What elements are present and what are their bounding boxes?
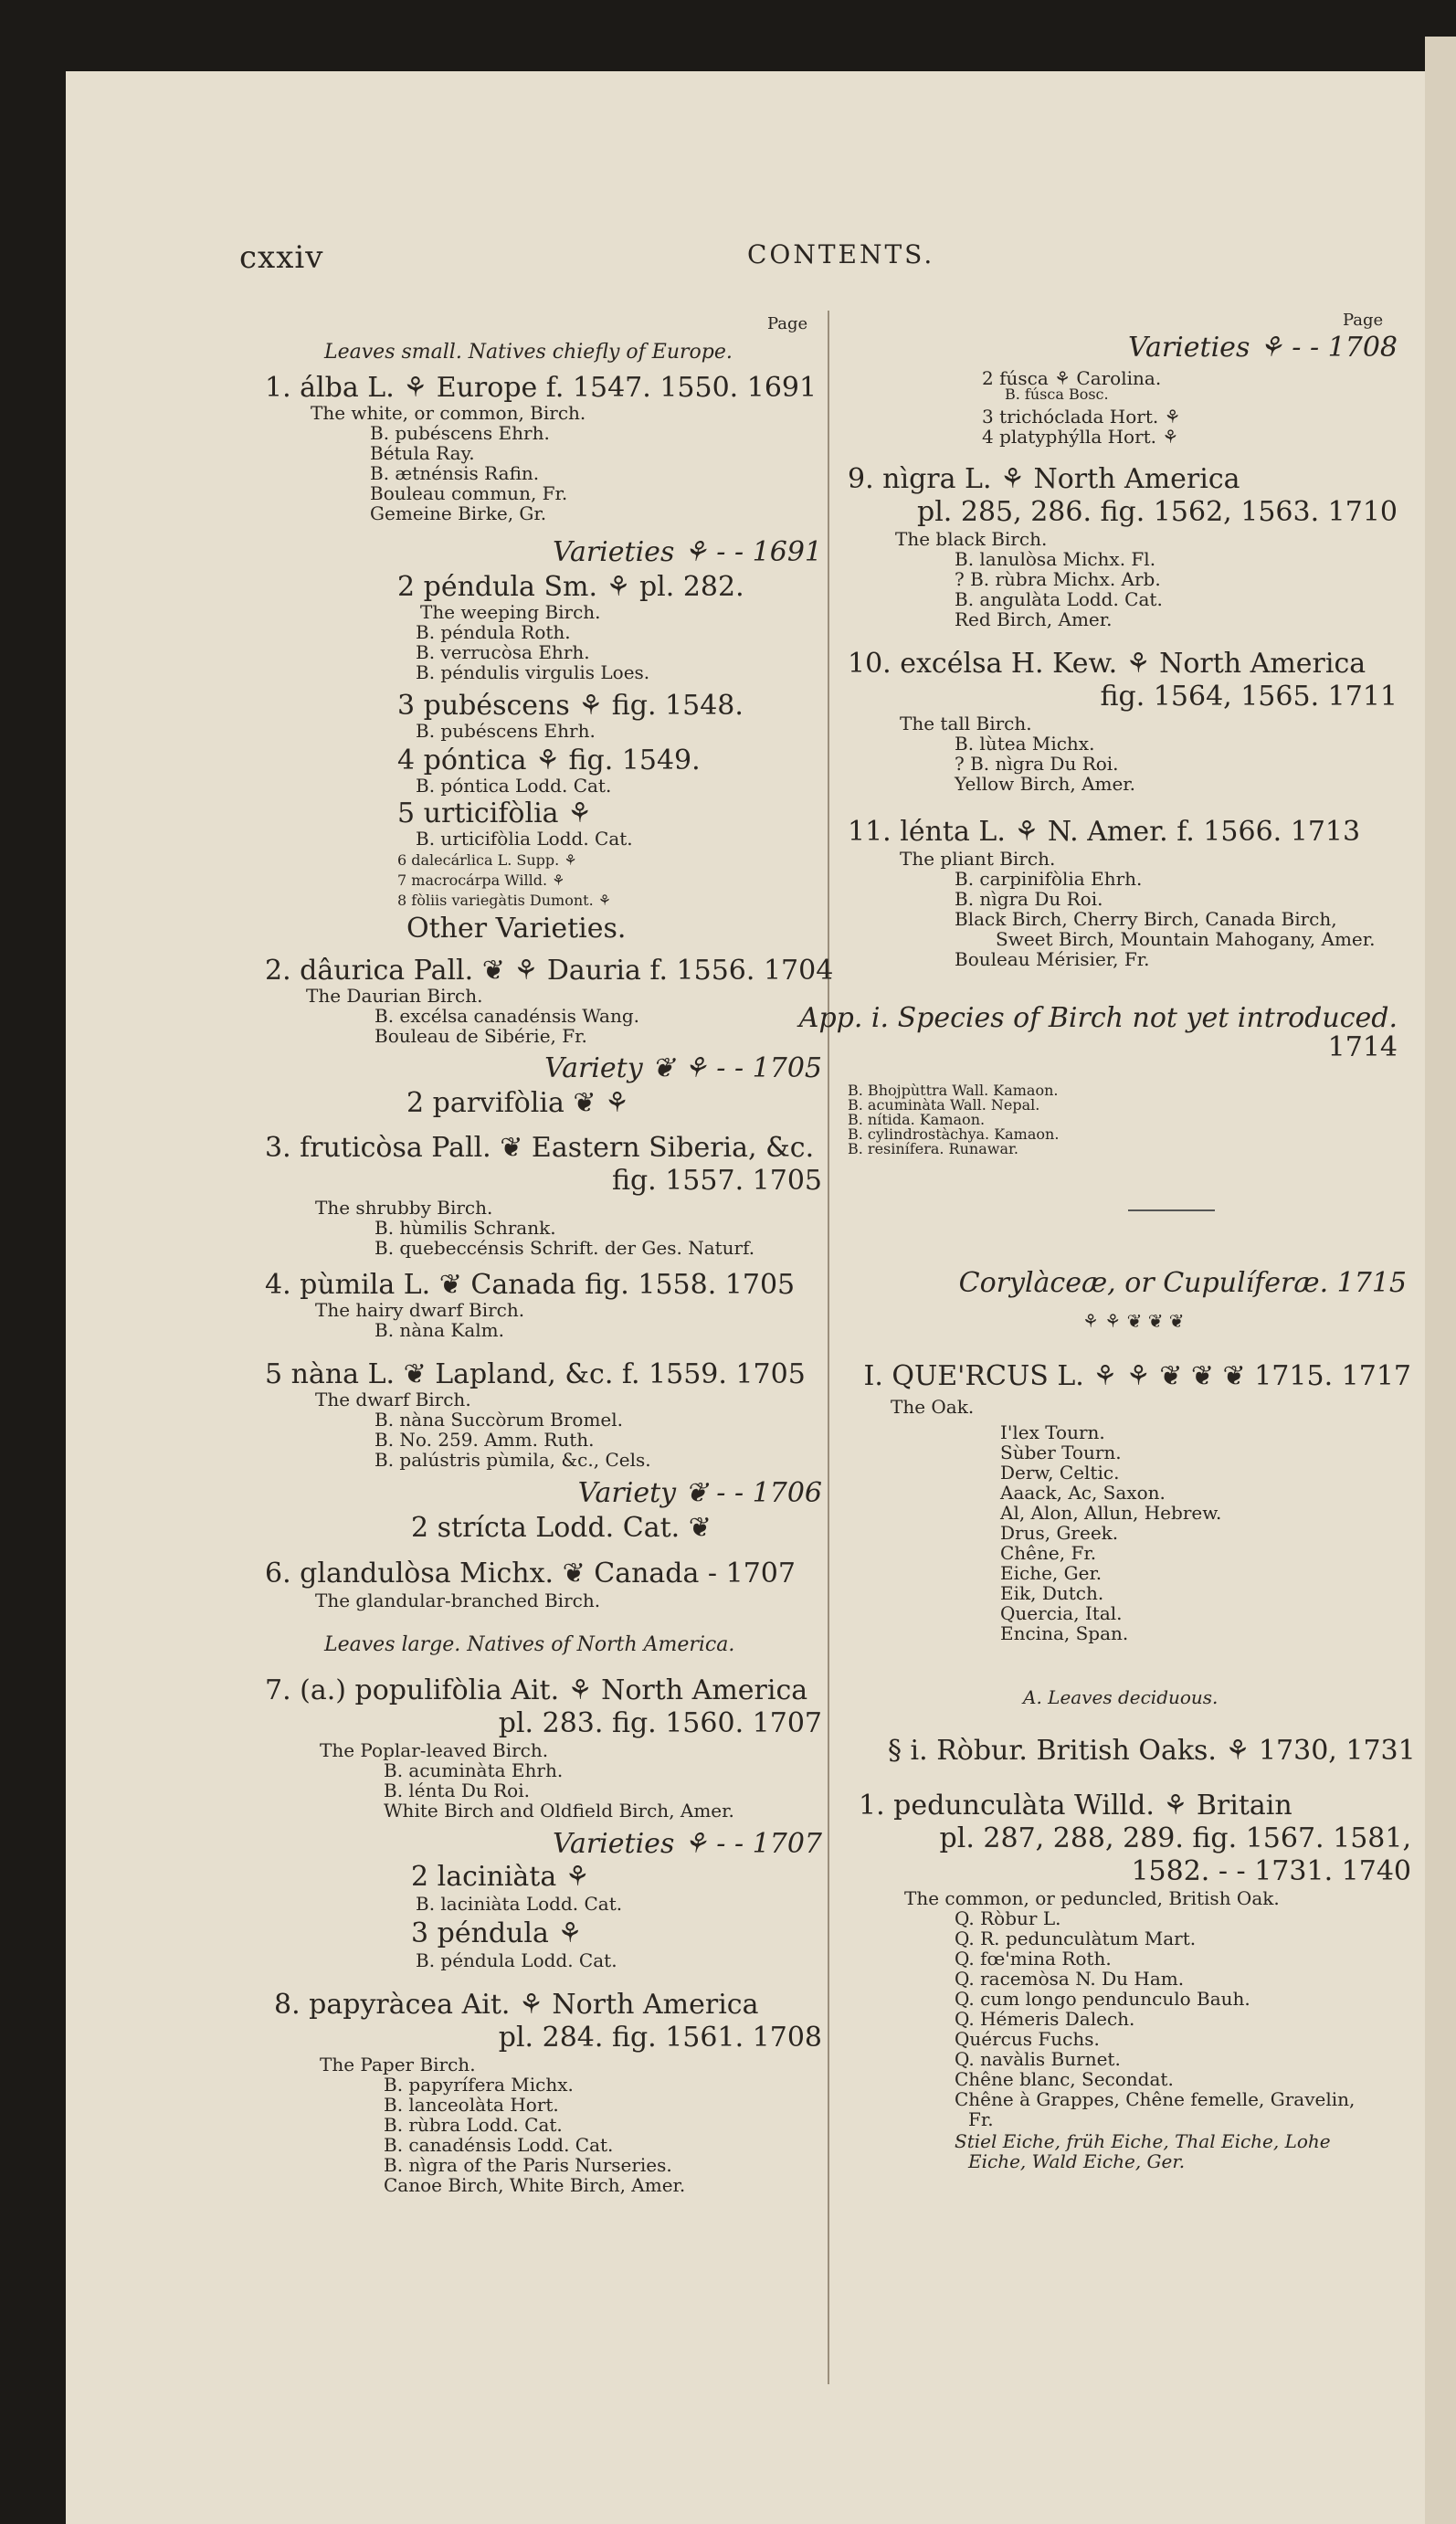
right-column-line: Q. navàlis Burnet. bbox=[955, 2048, 1121, 2070]
left-column-line: B. péndula Lodd. Cat. bbox=[416, 1949, 617, 1971]
right-column-line: Eiche, Wald Eiche, Ger. bbox=[968, 2150, 1186, 2172]
left-column-line: The weeping Birch. bbox=[420, 601, 601, 623]
right-column-line: Corylàceæ, or Cupulíferæ. 1715 bbox=[958, 1267, 1407, 1299]
left-column-line: B. nìgra of the Paris Nurseries. bbox=[384, 2154, 672, 2176]
right-column-line: Al, Alon, Allun, Hebrew. bbox=[1000, 1502, 1222, 1524]
left-column-line: 6 dalecárlica L. Supp. ⚘ bbox=[397, 851, 577, 869]
left-column-line: 7. (a.) populifòlia Ait. ⚘ North America bbox=[265, 1674, 808, 1706]
left-page-label: Page bbox=[767, 314, 808, 333]
right-column-line: Eiche, Ger. bbox=[1000, 1562, 1103, 1584]
right-column-line: B. carpinifòlia Ehrh. bbox=[955, 868, 1143, 890]
left-column-line: The hairy dwarf Birch. bbox=[315, 1299, 525, 1321]
right-column-line: Yellow Birch, Amer. bbox=[955, 773, 1136, 795]
right-column-line: The tall Birch. bbox=[900, 713, 1032, 734]
left-column-line: B. rùbra Lodd. Cat. bbox=[384, 2114, 563, 2136]
left-column-line: Varieties ⚘ - - 1707 bbox=[553, 1828, 822, 1860]
right-column-line: B. angulàta Lodd. Cat. bbox=[955, 588, 1163, 610]
right-column-line: 4 platyphýlla Hort. ⚘ bbox=[982, 426, 1179, 448]
left-column-line: B. acuminàta Ehrh. bbox=[384, 1759, 564, 1781]
left-column-line: pl. 284. fig. 1561. 1708 bbox=[498, 2022, 822, 2054]
right-column-line: B. acuminàta Wall. Nepal. bbox=[848, 1096, 1040, 1114]
left-column-line: B. lénta Du Roi. bbox=[384, 1779, 530, 1801]
left-column-line: fig. 1557. 1705 bbox=[611, 1165, 822, 1197]
right-page-label: Page bbox=[1343, 311, 1384, 330]
left-column-line: pl. 283. fig. 1560. 1707 bbox=[498, 1707, 822, 1739]
left-column-line: B. laciniàta Lodd. Cat. bbox=[416, 1893, 623, 1915]
left-column-line: 2 strícta Lodd. Cat. ❦ bbox=[411, 1512, 712, 1544]
left-column-line: 2. dâurica Pall. ❦ ⚘ Dauria f. 1556. 1704 bbox=[265, 955, 834, 987]
left-column-line: 2 laciniàta ⚘ bbox=[411, 1861, 590, 1893]
right-column-line: Black Birch, Cherry Birch, Canada Birch, bbox=[955, 908, 1337, 930]
right-column-line: B. nítida. Kamaon. bbox=[848, 1111, 986, 1128]
left-column-line: B. papyrífera Michx. bbox=[384, 2074, 574, 2096]
left-column-line: 1. álba L. ⚘ Europe f. 1547. 1550. 1691 bbox=[265, 372, 818, 404]
right-column-line: pl. 285, 286. fig. 1562, 1563. 1710 bbox=[916, 496, 1398, 528]
left-column-line: The glandular-branched Birch. bbox=[315, 1589, 601, 1611]
right-column-line: Stiel Eiche, früh Eiche, Thal Eiche, Lohe bbox=[955, 2130, 1331, 2152]
right-column-line: Chêne, Fr. bbox=[1000, 1542, 1097, 1564]
left-column-line: The white, or common, Birch. bbox=[311, 402, 586, 424]
right-column-line: Drus, Greek. bbox=[1000, 1522, 1119, 1544]
left-column-line: B. excélsa canadénsis Wang. bbox=[375, 1005, 640, 1027]
right-column-line: B. lanulòsa Michx. Fl. bbox=[955, 548, 1156, 570]
left-column-line: 5 urticifòlia ⚘ bbox=[397, 797, 593, 829]
left-column-line: 2 parvifòlia ❦ ⚘ bbox=[406, 1087, 629, 1119]
right-column-line: Sweet Birch, Mountain Mahogany, Amer. bbox=[996, 928, 1376, 950]
left-column-line: Gemeine Birke, Gr. bbox=[370, 502, 547, 524]
right-column-line: Chêne à Grappes, Chêne femelle, Gravelin, bbox=[955, 2088, 1356, 2110]
left-column-line: 5 nàna L. ❦ Lapland, &c. f. 1559. 1705 bbox=[265, 1358, 806, 1390]
left-column-line: B. quebeccénsis Schrift. der Ges. Naturf. bbox=[375, 1237, 755, 1259]
left-column-line: B. péndulis virgulis Loes. bbox=[416, 661, 650, 683]
left-column-line: B. urticifòlia Lodd. Cat. bbox=[416, 828, 633, 850]
right-column-line: fig. 1564, 1565. 1711 bbox=[1100, 681, 1398, 713]
right-column-line: Aaack, Ac, Saxon. bbox=[1000, 1482, 1166, 1504]
right-column-line: B. nìgra Du Roi. bbox=[955, 888, 1103, 910]
left-column-line: B. pubéscens Ehrh. bbox=[370, 422, 550, 444]
left-column-line: 2 péndula Sm. ⚘ pl. 282. bbox=[397, 571, 744, 603]
right-column-line: Varieties ⚘ - - 1708 bbox=[1128, 332, 1398, 364]
left-column-line: Leaves small. Natives chiefly of Europe. bbox=[324, 341, 733, 364]
right-column-line: 9. nìgra L. ⚘ North America bbox=[848, 463, 1240, 495]
left-column-line: B. nàna Kalm. bbox=[375, 1319, 504, 1341]
left-column-line: Variety ❦ - - 1706 bbox=[577, 1477, 822, 1509]
left-column-line: 4 póntica ⚘ fig. 1549. bbox=[397, 745, 701, 776]
left-column-line: B. verrucòsa Ehrh. bbox=[416, 641, 590, 663]
column-divider bbox=[828, 311, 829, 2384]
left-column-line: 6. glandulòsa Michx. ❦ Canada - 1707 bbox=[265, 1558, 796, 1589]
right-column-line: App. i. Species of Birch not yet introduced. bbox=[798, 1002, 1398, 1034]
left-column-line: 3. fruticòsa Pall. ❦ Eastern Siberia, &c. bbox=[265, 1132, 815, 1164]
right-column-line: Q. R. pedunculàtum Mart. bbox=[955, 1927, 1197, 1949]
right-column-line: ? B. nìgra Du Roi. bbox=[955, 753, 1119, 775]
right-column-line: Q. Hémeris Dalech. bbox=[955, 2008, 1135, 2030]
right-column-line: Eik, Dutch. bbox=[1000, 1582, 1104, 1604]
left-column-line: 3 péndula ⚘ bbox=[411, 1917, 583, 1949]
left-column-line: B. nàna Succòrum Bromel. bbox=[375, 1409, 624, 1431]
left-column-line: B. lanceolàta Hort. bbox=[384, 2094, 559, 2116]
right-column-line: Quércus Fuchs. bbox=[955, 2028, 1100, 2050]
left-column-line: B. péndula Roth. bbox=[416, 621, 571, 643]
left-column-line: 4. pùmila L. ❦ Canada fig. 1558. 1705 bbox=[265, 1269, 796, 1301]
right-column-line: 10. excélsa H. Kew. ⚘ North America bbox=[848, 648, 1366, 680]
right-column-line: 1714 bbox=[1327, 1031, 1398, 1063]
page-number: cxxiv bbox=[239, 239, 324, 276]
left-column-line: 8. papyràcea Ait. ⚘ North America bbox=[274, 1989, 759, 2021]
left-column-line: White Birch and Oldfield Birch, Amer. bbox=[384, 1800, 734, 1822]
left-column-line: B. hùmilis Schrank. bbox=[375, 1217, 556, 1239]
right-column-line: Encina, Span. bbox=[1000, 1622, 1129, 1644]
right-column-line: pl. 287, 288, 289. fig. 1567. 1581, bbox=[939, 1822, 1411, 1854]
right-column-line: 3 trichóclada Hort. ⚘ bbox=[982, 406, 1181, 428]
left-column-line: Variety ❦ ⚘ - - 1705 bbox=[544, 1052, 822, 1084]
page-edge bbox=[1425, 37, 1456, 2524]
right-column-line: ⚘ ⚘ ❦ ❦ ❦ bbox=[1082, 1310, 1185, 1332]
left-column-line: Bétula Ray. bbox=[370, 442, 475, 464]
right-column-line: 11. lénta L. ⚘ N. Amer. f. 1566. 1713 bbox=[848, 816, 1361, 848]
left-column-line: B. canadénsis Lodd. Cat. bbox=[384, 2134, 614, 2156]
left-column-line: B. póntica Lodd. Cat. bbox=[416, 775, 612, 797]
right-column-line: B. resinífera. Runawar. bbox=[848, 1140, 1018, 1157]
section-rule bbox=[1128, 1209, 1215, 1211]
left-column-line: Varieties ⚘ - - 1691 bbox=[553, 536, 822, 568]
right-column-line: 1. pedunculàta Willd. ⚘ Britain bbox=[859, 1790, 1292, 1822]
right-column-line: Q. Ròbur L. bbox=[955, 1907, 1061, 1929]
left-column-line: B. palústris pùmila, &c., Cels. bbox=[375, 1449, 651, 1471]
right-column-line: I. QUE'RCUS L. ⚘ ⚘ ❦ ❦ ❦ 1715. 1717 bbox=[863, 1360, 1411, 1392]
right-column-line: B. Bhojpùttra Wall. Kamaon. bbox=[848, 1082, 1059, 1099]
right-column-line: Q. racemòsa N. Du Ham. bbox=[955, 1968, 1185, 1990]
left-column-line: The shrubby Birch. bbox=[315, 1197, 493, 1219]
right-column-line: Bouleau Mérisier, Fr. bbox=[955, 948, 1150, 970]
left-column-line: The Paper Birch. bbox=[320, 2054, 476, 2075]
right-column-line: I'lex Tourn. bbox=[1000, 1421, 1105, 1443]
right-column-line: Quercia, Ital. bbox=[1000, 1602, 1123, 1624]
right-column-line: Q. cum longo pendunculo Bauh. bbox=[955, 1988, 1250, 2010]
right-column-line: B. cylindrostàchya. Kamaon. bbox=[848, 1125, 1060, 1143]
right-column-line: Derw, Celtic. bbox=[1000, 1462, 1120, 1484]
left-column-line: The Poplar-leaved Birch. bbox=[320, 1739, 549, 1761]
right-column-line: Chêne blanc, Secondat. bbox=[955, 2068, 1174, 2090]
left-column-line: The Daurian Birch. bbox=[306, 985, 483, 1007]
right-column-line: The Oak. bbox=[891, 1396, 975, 1418]
left-column-line: Other Varieties. bbox=[406, 913, 627, 945]
right-column-line: B. fúsca Bosc. bbox=[1005, 385, 1109, 403]
right-column-line: The pliant Birch. bbox=[900, 848, 1056, 870]
left-column-line: B. No. 259. Amm. Ruth. bbox=[375, 1429, 595, 1451]
right-column-line: Fr. bbox=[968, 2108, 994, 2130]
right-column-line: Sùber Tourn. bbox=[1000, 1442, 1122, 1463]
right-column-line: The black Birch. bbox=[895, 528, 1048, 550]
left-column-line: 3 pubéscens ⚘ fig. 1548. bbox=[397, 690, 744, 722]
left-column-line: Canoe Birch, White Birch, Amer. bbox=[384, 2174, 686, 2196]
right-column-line: ? B. rùbra Michx. Arb. bbox=[955, 568, 1161, 590]
right-column-line: The common, or peduncled, British Oak. bbox=[904, 1887, 1280, 1909]
left-column-line: Bouleau commun, Fr. bbox=[370, 482, 568, 504]
running-title: CONTENTS. bbox=[747, 239, 935, 269]
right-column-line: Q. fœ'mina Roth. bbox=[955, 1948, 1112, 1970]
left-column-line: Bouleau de Sibérie, Fr. bbox=[375, 1025, 587, 1047]
left-column-line: The dwarf Birch. bbox=[315, 1389, 471, 1410]
left-column-line: Leaves large. Natives of North America. bbox=[324, 1633, 735, 1656]
left-column-line: B. pubéscens Ehrh. bbox=[416, 720, 596, 742]
right-column-line: B. lùtea Michx. bbox=[955, 733, 1095, 755]
left-column-line: B. ætnénsis Rafin. bbox=[370, 462, 540, 484]
right-column-line: 1582. - - 1731. 1740 bbox=[1131, 1855, 1411, 1887]
right-column-line: Red Birch, Amer. bbox=[955, 608, 1113, 630]
right-column-line: A. Leaves deciduous. bbox=[1023, 1686, 1219, 1708]
right-column-line: § i. Ròbur. British Oaks. ⚘ 1730, 1731 bbox=[888, 1735, 1416, 1767]
right-column-line: 2 fúsca ⚘ Carolina. bbox=[982, 367, 1162, 389]
left-column-line: 8 fòliis variegàtis Dumont. ⚘ bbox=[397, 892, 612, 909]
left-column-line: 7 macrocárpa Willd. ⚘ bbox=[397, 871, 565, 889]
